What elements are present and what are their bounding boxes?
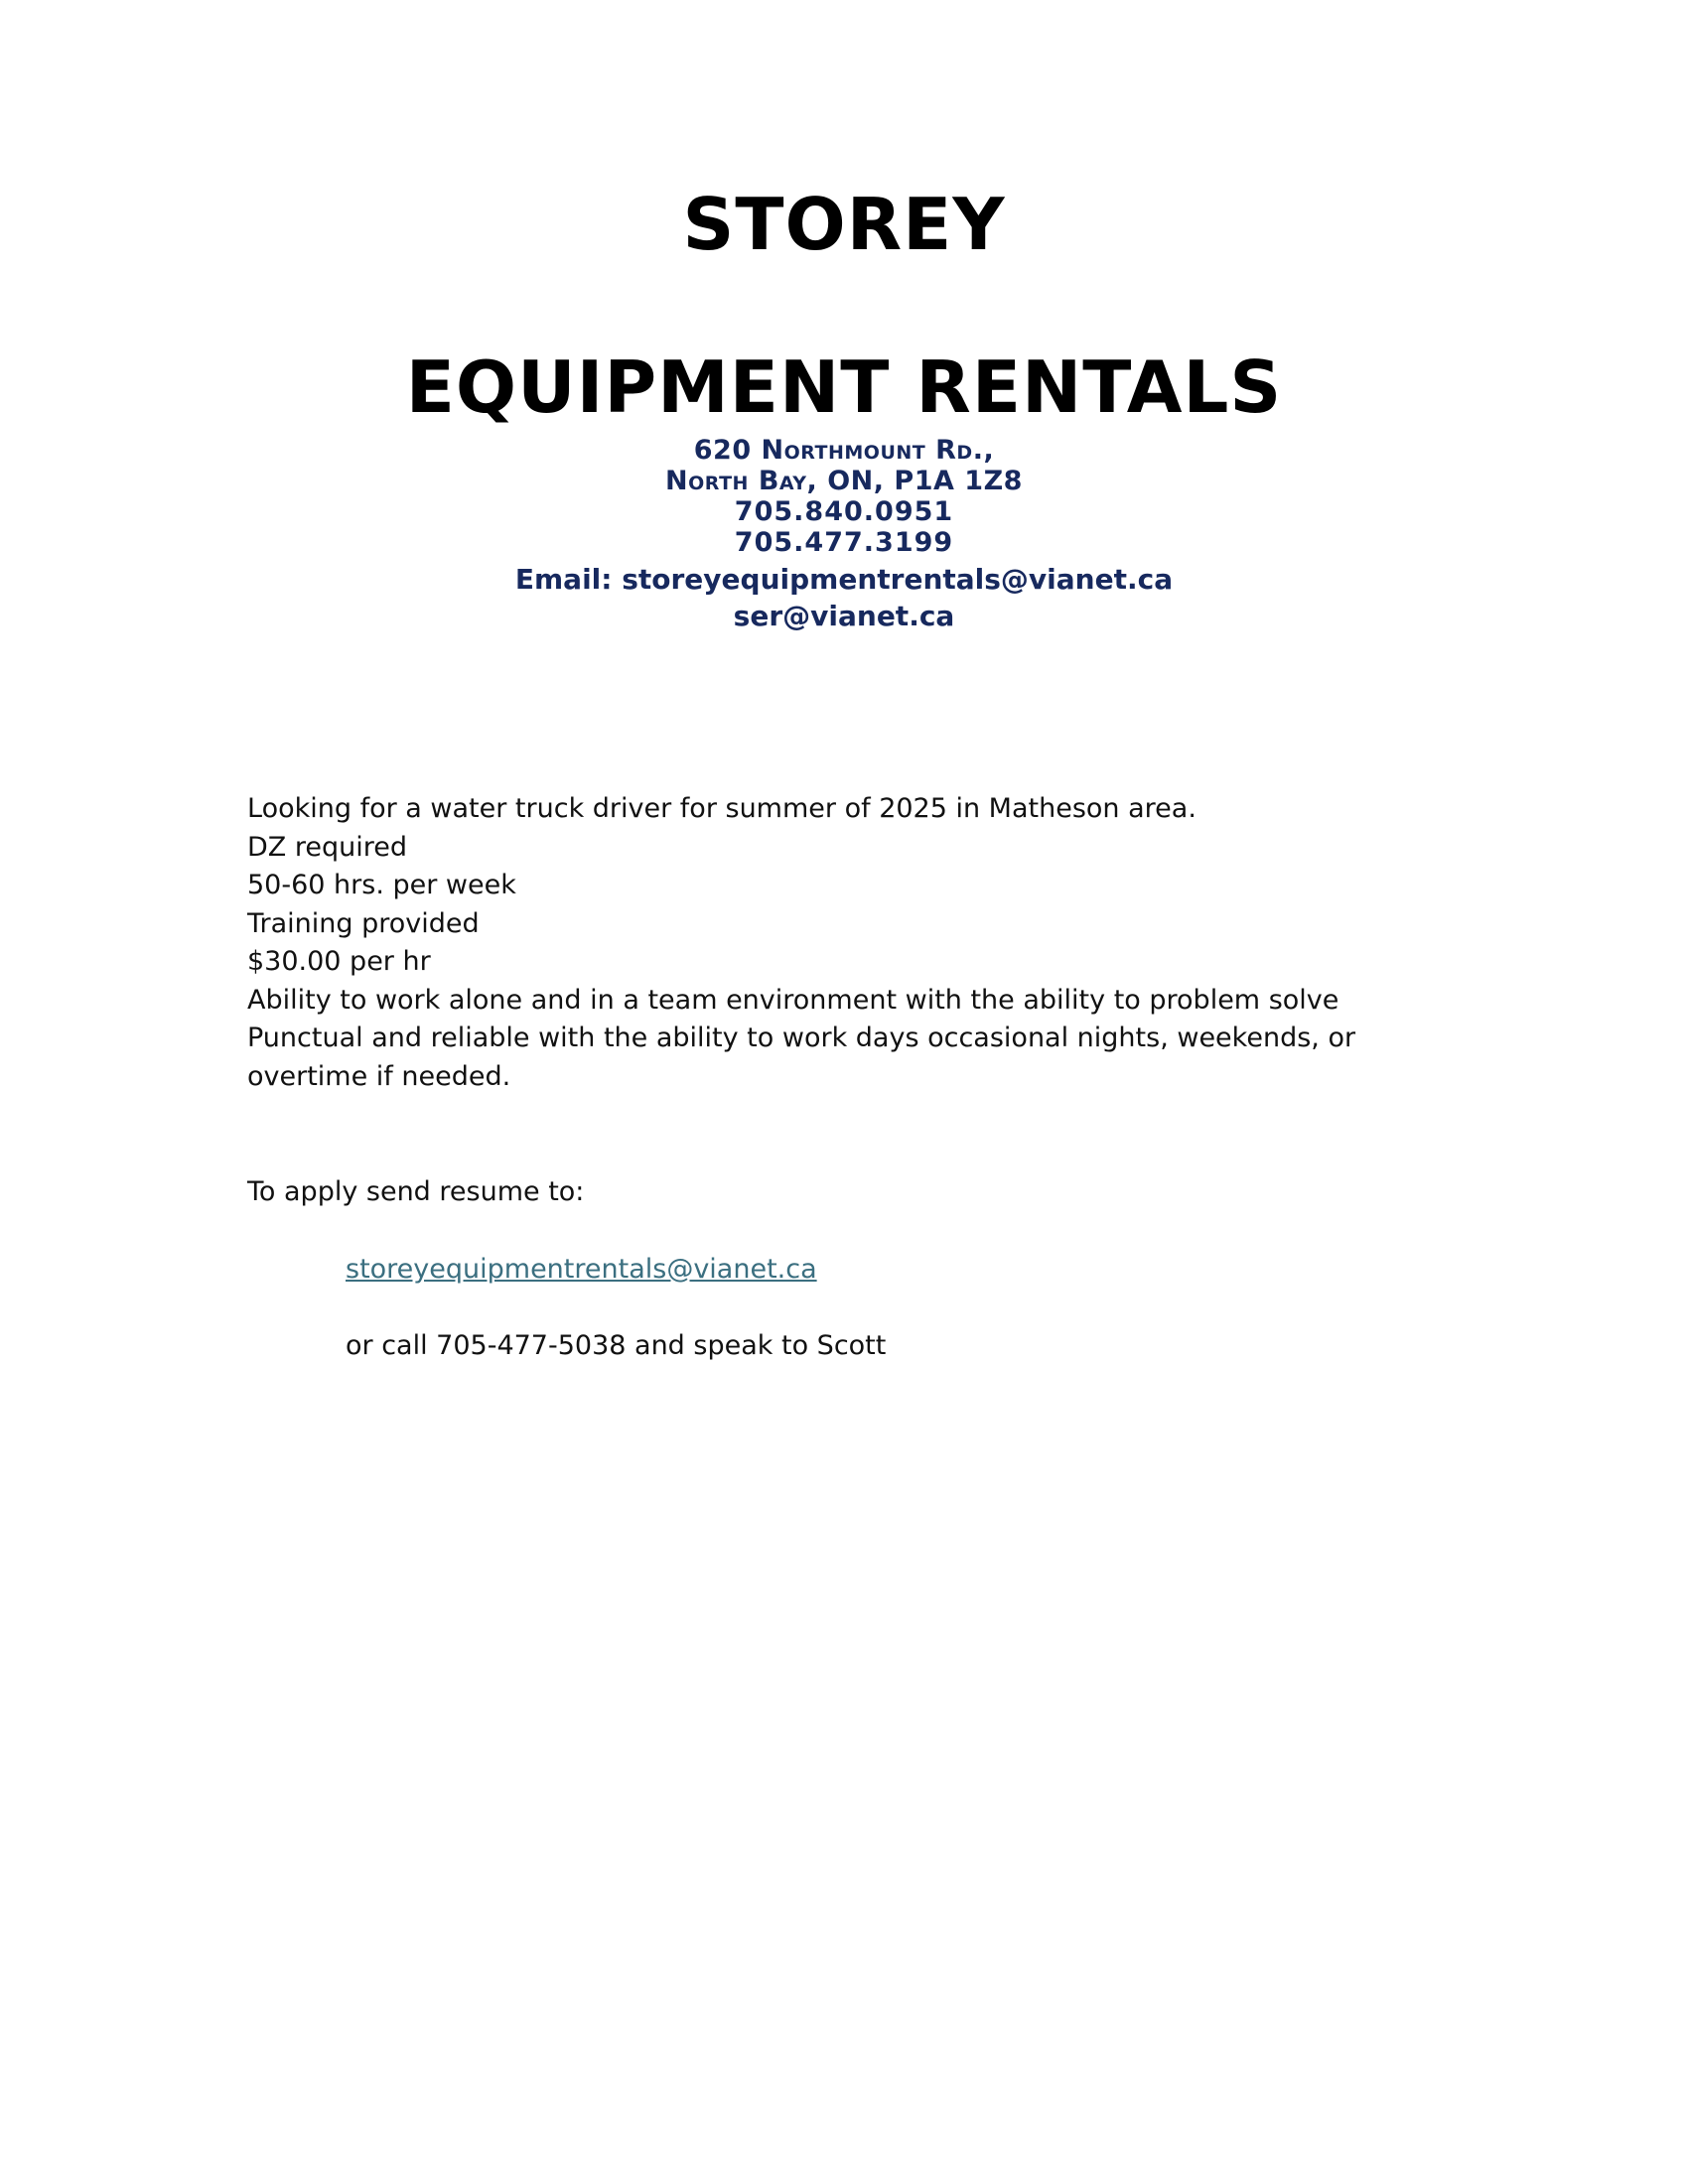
- address-line1: 620 Northmount Rd.,: [693, 435, 995, 466]
- phone-number-2: 705.477.3199: [734, 527, 954, 558]
- posting-line-reliability: Punctual and reliable with the ability to work days occasional nights, weekends, or overtime if needed.: [247, 1023, 1356, 1092]
- company-name-line1: STOREY: [682, 183, 1006, 266]
- apply-intro: To apply send resume to:: [247, 1176, 585, 1207]
- job-posting-body: [247, 790, 1469, 1096]
- apply-call-text: or call 705-477-5038 and speak to Scott: [346, 1330, 887, 1361]
- posting-line-training: Training provided: [247, 907, 480, 939]
- posting-line-intro: Looking for a water truck driver for summer of 2025 in Matheson area.: [247, 793, 1196, 824]
- email-address-alt: ser@vianet.ca: [733, 600, 955, 632]
- contact-block: [0, 435, 1688, 635]
- company-name-line2: EQUIPMENT RENTALS: [405, 345, 1283, 429]
- posting-line-teamwork: Ability to work alone and in a team environment with the ability to problem solve: [247, 984, 1339, 1016]
- phone-number-1: 705.840.0951: [734, 496, 954, 527]
- apply-email-link[interactable]: storeyequipmentrentals@vianet.ca: [346, 1254, 817, 1285]
- address-line2: North Bay, ON, P1A 1Z8: [665, 466, 1023, 496]
- posting-line-license: DZ required: [247, 831, 407, 863]
- email-address-line: Email: storeyequipmentrentals@vianet.ca: [514, 563, 1174, 596]
- letterhead: [0, 183, 1688, 635]
- posting-line-hours: 50-60 hrs. per week: [247, 870, 516, 900]
- posting-line-wage: $30.00 per hr: [247, 946, 431, 977]
